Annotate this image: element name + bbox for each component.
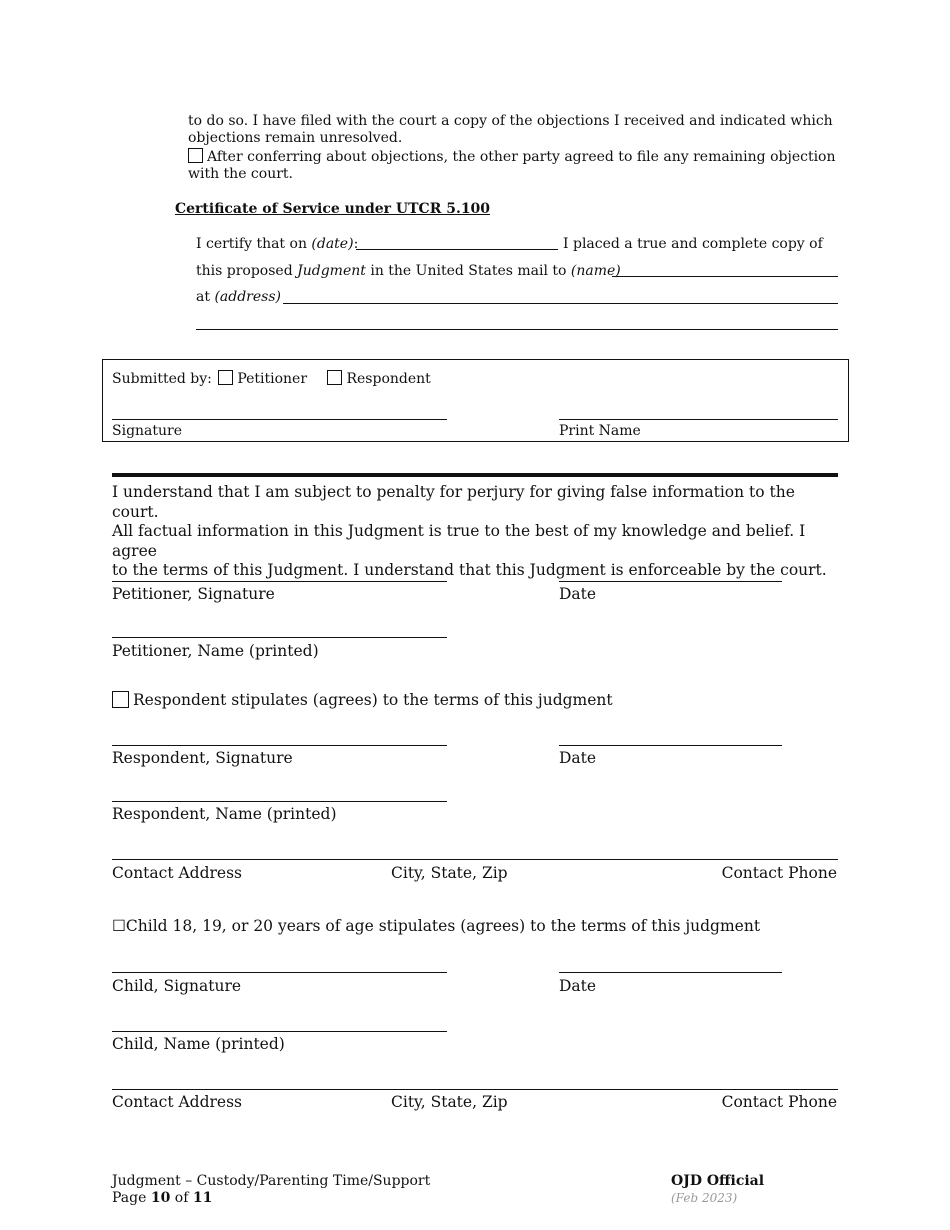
respondent-checkbox[interactable] bbox=[327, 370, 342, 385]
objection-checkbox-row[interactable] bbox=[188, 148, 836, 166]
submitted-signature-field[interactable] bbox=[112, 419, 447, 420]
petitioner-date-label: Date bbox=[559, 585, 597, 603]
child-contact-field[interactable] bbox=[112, 1089, 838, 1090]
page-total: 11 bbox=[192, 1190, 213, 1206]
certify-date-label bbox=[196, 236, 358, 253]
objection-text-line2: with the court. bbox=[188, 166, 293, 182]
footer-official: OJD Official bbox=[671, 1173, 765, 1189]
page-current: 10 bbox=[150, 1190, 171, 1206]
respondent-contact-field[interactable] bbox=[112, 859, 838, 860]
mail-to-label bbox=[196, 263, 621, 280]
respondent-name-label: Respondent, Name (printed) bbox=[112, 805, 337, 823]
address-hint: (address) bbox=[214, 289, 281, 305]
respondent-stipulates-row[interactable] bbox=[112, 691, 613, 710]
colon: : bbox=[353, 236, 359, 252]
certify-copy-text: I placed a true and complete copy of bbox=[563, 236, 823, 252]
child-stipulates-label[interactable]: ☐Child 18, 19, or 20 years of age stipulates (agrees) to the terms of this judgment bbox=[112, 917, 761, 935]
respondent-date-label: Date bbox=[559, 749, 597, 767]
footer-page-number bbox=[112, 1190, 212, 1207]
mail-text-b: in the United States mail to bbox=[365, 263, 571, 279]
perjury-line2: All factual information in this Judgment is true to the best of my knowledge and belief. I agree bbox=[112, 522, 806, 560]
respondent-address-label: Contact Address bbox=[112, 864, 243, 882]
address-label bbox=[196, 289, 281, 306]
petitioner-date-field[interactable] bbox=[559, 581, 782, 582]
mail-text-a: this proposed bbox=[196, 263, 298, 279]
child-name-field[interactable] bbox=[112, 1031, 447, 1032]
submitted-print-name-label: Print Name bbox=[559, 423, 641, 439]
respondent-stipulates-checkbox[interactable] bbox=[112, 691, 129, 708]
certificate-heading: Certificate of Service under UTCR 5.100 bbox=[175, 201, 491, 217]
petitioner-name-label: Petitioner, Name (printed) bbox=[112, 642, 319, 660]
judgment-italic: Judgment bbox=[297, 263, 366, 279]
submitted-by-label: Submitted by: bbox=[112, 371, 212, 387]
address-field-line2[interactable] bbox=[196, 329, 838, 330]
section-divider bbox=[112, 473, 838, 477]
child-name-label: Child, Name (printed) bbox=[112, 1035, 285, 1053]
page-of: of bbox=[170, 1190, 193, 1206]
respondent-stipulates-label: Respondent stipulates (agrees) to the terms of this judgment bbox=[133, 691, 613, 709]
child-signature-field[interactable] bbox=[112, 972, 447, 973]
continued-text-line2: objections remain unresolved. bbox=[188, 130, 403, 146]
petitioner-name-field[interactable] bbox=[112, 637, 447, 638]
respondent-date-field[interactable] bbox=[559, 745, 782, 746]
petitioner-signature-label: Petitioner, Signature bbox=[112, 585, 275, 603]
respondent-signature-label: Respondent, Signature bbox=[112, 749, 293, 767]
page-prefix: Page bbox=[112, 1190, 151, 1206]
perjury-line1: I understand that I am subject to penalty for perjury for giving false information to the court. bbox=[112, 483, 795, 521]
objection-checkbox-label: After conferring about objections, the other party agreed to file any remaining objection bbox=[207, 149, 836, 165]
address-field-line1[interactable] bbox=[283, 303, 838, 304]
respondent-label: Respondent bbox=[346, 371, 431, 387]
submitted-by-row bbox=[112, 370, 431, 388]
continued-text-line1: to do so. I have filed with the court a copy of the objections I received and indicated which bbox=[188, 113, 833, 129]
petitioner-checkbox[interactable] bbox=[218, 370, 233, 385]
respondent-signature-field[interactable] bbox=[112, 745, 447, 746]
child-city-label: City, State, Zip bbox=[391, 1093, 508, 1111]
mail-name-field[interactable] bbox=[612, 276, 838, 277]
respondent-phone-label: Contact Phone bbox=[721, 864, 837, 882]
at-text: at bbox=[196, 289, 215, 305]
objection-checkbox[interactable] bbox=[188, 148, 203, 163]
submitted-signature-label: Signature bbox=[112, 423, 183, 439]
perjury-line3: to the terms of this Judgment. I understand that this Judgment is enforceable by the court. bbox=[112, 561, 827, 579]
petitioner-signature-field[interactable] bbox=[112, 581, 447, 582]
certify-text: I certify that on bbox=[196, 236, 312, 252]
respondent-city-label: City, State, Zip bbox=[391, 864, 508, 882]
perjury-statement bbox=[112, 483, 842, 581]
petitioner-label: Petitioner bbox=[237, 371, 308, 387]
child-date-label: Date bbox=[559, 977, 597, 995]
footer-revision-date: (Feb 2023) bbox=[671, 1191, 738, 1205]
certify-date-field[interactable] bbox=[356, 249, 558, 250]
child-phone-label: Contact Phone bbox=[721, 1093, 837, 1111]
child-signature-label: Child, Signature bbox=[112, 977, 242, 995]
submitted-print-name-field[interactable] bbox=[559, 419, 838, 420]
child-address-label: Contact Address bbox=[112, 1093, 243, 1111]
name-hint: (name) bbox=[570, 263, 621, 279]
footer-form-title: Judgment – Custody/Parenting Time/Support bbox=[112, 1173, 431, 1189]
respondent-name-field[interactable] bbox=[112, 801, 447, 802]
date-hint: (date) bbox=[311, 236, 354, 252]
child-date-field[interactable] bbox=[559, 972, 782, 973]
